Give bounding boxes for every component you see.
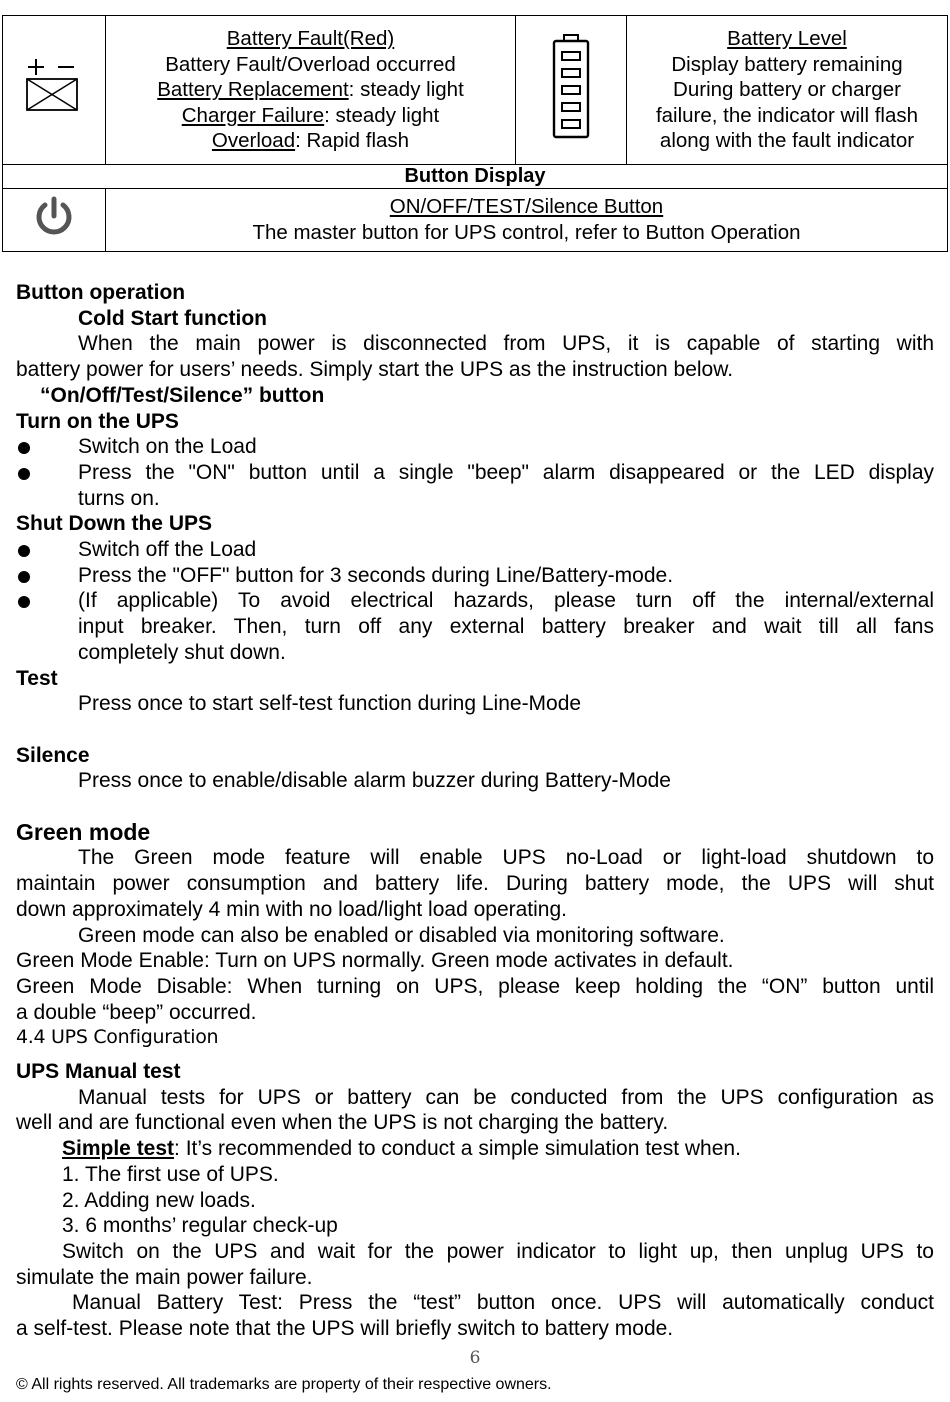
list-item: Switch on the Load — [16, 434, 934, 460]
battery-replacement-label: Battery Replacement — [157, 78, 349, 102]
battery-level-line3: failure, the indicator will flash — [655, 103, 919, 127]
button-display-header: Button Display — [3, 165, 948, 189]
heading-cold-start: Cold Start function — [78, 306, 267, 330]
simple-test-text: : It’s recommended to conduct a simple simulation test when. — [174, 1137, 741, 1161]
heading-test: Test — [16, 666, 58, 690]
list-item: (If applicable) To avoid electrical hazards, please turn off the internal/external — [16, 588, 934, 614]
green-mode-disable-1: Green Mode Disable: When turning on UPS, please keep holding the “ON” button until — [16, 974, 934, 998]
heading-button-operation: Button operation — [16, 281, 186, 304]
charger-failure-text: : steady light — [324, 103, 440, 127]
cold-start-text-1: When the main power is disconnected from UPS, it is capable of starting with — [78, 332, 934, 356]
battery-test-text-2: a self-test. Please note that the UPS will briefly switch to battery mode. — [16, 1317, 674, 1341]
battery-level-line4: along with the fault indicator — [659, 129, 915, 153]
copyright-footer: © All rights reserved. All trademarks are property of their respective owners. — [16, 1376, 552, 1393]
power-button-description — [106, 189, 948, 252]
list-item: Press the "OFF" button for 3 seconds during Line/Battery-mode. — [16, 563, 934, 589]
battery-level-title: Battery Level — [727, 27, 847, 51]
manual-body — [16, 280, 934, 1342]
battery-level-description — [627, 16, 948, 165]
power-button-desc: The master button for UPS control, refer to Button Operation — [252, 221, 801, 244]
switch-on-text-2: simulate the main power failure. — [16, 1265, 313, 1289]
green-mode-enable: Green Mode Enable: Turn on UPS normally. Green mode activates in default. — [16, 949, 734, 973]
manual-test-text-1: Manual tests for UPS or battery can be conducted from the UPS configuration as — [78, 1085, 934, 1109]
list-item-continued: completely shut down. — [78, 640, 286, 664]
heading-shut-down: Shut Down the UPS — [16, 512, 212, 536]
list-item-continued: turns on. — [78, 486, 160, 510]
list-item: Press the "ON" button until a single "beep" alarm disappeared or the LED display — [16, 460, 934, 486]
list-item: 2. Adding new loads. — [62, 1188, 256, 1212]
power-icon — [32, 195, 76, 239]
overload-label: Overload — [211, 129, 296, 153]
led-indicator-table — [2, 15, 948, 252]
battery-fault-icon-cell — [3, 16, 106, 165]
overload-text: : Rapid flash — [295, 129, 410, 153]
green-mode-text-2: maintain power consumption and battery life. During battery mode, the UPS will shut — [16, 872, 934, 896]
list-item: 1. The first use of UPS. — [62, 1162, 279, 1186]
battery-level-line1: Display battery remaining — [671, 52, 903, 76]
battery-fault-description — [106, 16, 516, 165]
green-mode-text-1: The Green mode feature will enable UPS no-Load or light-load shutdown to — [78, 846, 934, 870]
heading-green-mode: Green mode — [16, 818, 151, 845]
battery-fault-icon — [22, 57, 86, 117]
switch-on-text-1: Switch on the UPS and wait for the power indicator to light up, then unplug UPS to — [62, 1239, 934, 1263]
power-icon-cell — [3, 189, 106, 252]
battery-fault-title: Battery Fault(Red) — [226, 27, 395, 51]
heading-onoff-button: “On/Off/Test/Silence” button — [40, 383, 325, 407]
green-mode-text-3: down approximately 4 min with no load/light load operating. — [16, 897, 567, 921]
green-mode-disable-2: a double “beep” occurred. — [16, 1000, 257, 1024]
list-item: 3. 6 months’ regular check-up — [62, 1214, 338, 1238]
charger-failure-label: Charger Failure — [181, 103, 325, 127]
list-item: Switch off the Load — [16, 537, 934, 563]
silence-text: Press once to enable/disable alarm buzzer during Battery-Mode — [78, 769, 671, 793]
green-mode-text-4: Green mode can also be enabled or disabled via monitoring software. — [78, 923, 725, 947]
test-text: Press once to start self-test function during Line-Mode — [78, 692, 582, 716]
simple-test-label: Simple test — [62, 1137, 175, 1161]
manual-test-text-2: well and are functional even when the UPS is not charging the battery. — [16, 1111, 669, 1135]
page-number: 6 — [469, 1348, 481, 1368]
battery-level-line2: During battery or charger — [673, 78, 901, 102]
battery-replacement-text: : steady light — [348, 78, 464, 102]
heading-turn-on: Turn on the UPS — [16, 409, 179, 433]
heading-silence: Silence — [16, 743, 90, 767]
list-item-continued: input breaker. Then, turn off any external battery breaker and wait till all fans — [78, 615, 934, 639]
heading-manual-test: UPS Manual test — [16, 1060, 181, 1084]
power-button-title: ON/OFF/TEST/Silence Button — [389, 195, 664, 219]
battery-test-text-1: Manual Battery Test: Press the “test” button once. UPS will automatically conduct — [72, 1291, 934, 1315]
section-4-4-title: 4.4 UPS Configuration — [16, 1026, 219, 1049]
battery-fault-line: Battery Fault/Overload occurred — [165, 52, 456, 76]
battery-level-icon — [551, 34, 591, 140]
cold-start-text-2: battery power for users’ needs. Simply start the UPS as the instruction below. — [16, 358, 734, 382]
battery-level-icon-cell — [516, 16, 627, 165]
